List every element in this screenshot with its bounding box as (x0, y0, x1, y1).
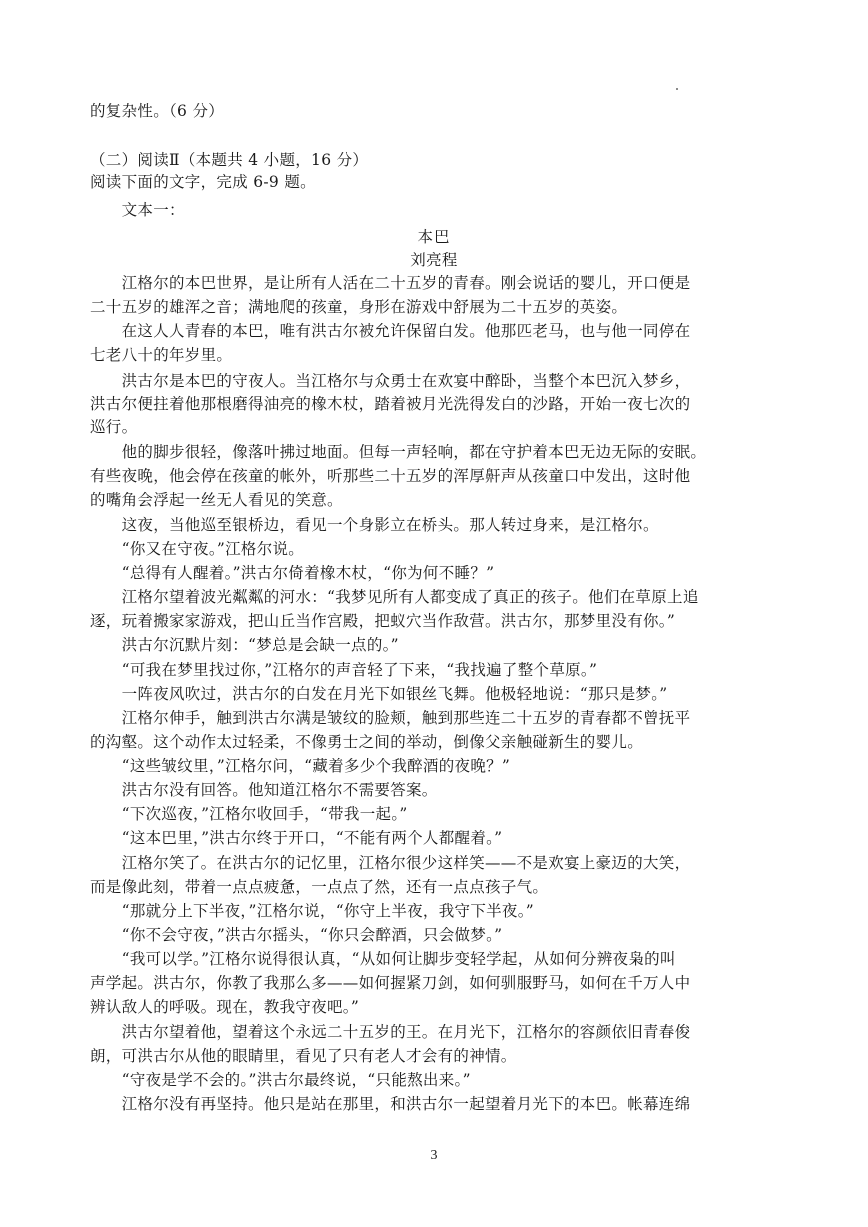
text-line: 洪古尔是本巴的守夜人。当江格尔与众勇士在欢宴中醉卧，当整个本巴沉入梦乡， (90, 372, 691, 390)
text-line: 朗，可洪古尔从他的眼睛里，看见了只有老人才会有的神情。 (90, 1047, 517, 1065)
article-title: 本巴 (417, 228, 451, 246)
text-line: “你又在守夜。”江格尔说。 (90, 540, 305, 558)
text-label: 文本一： (90, 201, 185, 219)
text-line: “可我在梦里找过你，”江格尔的声音轻了下来，“我找遍了整个草原。” (90, 661, 598, 679)
instruction-line: 阅读下面的文字，完成 6-9 题。 (90, 173, 316, 191)
text-line: 辨认敌人的呼吸。现在，教我守夜吧。” (90, 998, 360, 1016)
scan-speck (676, 88, 678, 90)
text-line: 江格尔的本巴世界，是让所有人活在二十五岁的青春。刚会说话的婴儿，开口便是 (90, 274, 691, 292)
text-line: “总得有人醒着。”洪古尔倚着橡木杖，“你为何不睡？” (90, 564, 495, 582)
text-line: 洪古尔便拄着他那根磨得油亮的橡木杖，踏着被月光洗得发白的沙路，开始一夜七次的 (90, 395, 691, 413)
text-line: 江格尔没有再坚持。他只是站在那里，和洪古尔一起望着月光下的本巴。帐幕连绵 (90, 1095, 691, 1113)
text-line: 巡行。 (90, 418, 138, 436)
text-line: 江格尔望着波光粼粼的河水：“我梦见所有人都变成了真正的孩子。他们在草原上追 (90, 588, 699, 606)
text-line: “那就分上下半夜，”江格尔说，“你守上半夜，我守下半夜。” (90, 902, 534, 920)
text-line: 声学起。洪古尔，你教了我那么多——如何握紧刀剑，如何驯服野马，如何在千万人中 (90, 974, 691, 992)
text-line: 洪古尔没有回答。他知道江格尔不需要答案。 (90, 781, 438, 799)
text-line: 的嘴角会浮起一丝无人看见的笑意。 (90, 491, 343, 509)
text-line: 的复杂性。（6 分） (90, 102, 225, 120)
text-line: 江格尔笑了。在洪古尔的记忆里，江格尔很少这样笑——不是欢宴上豪迈的大笑， (90, 854, 691, 872)
text-line: “这本巴里，”洪古尔终于开口，“不能有两个人都醒着。” (90, 829, 503, 847)
text-line: 洪古尔沉默片刻：“梦总是会缺一点的。” (90, 636, 399, 654)
text-line: “这些皱纹里，”江格尔问，“藏着多少个我醉酒的夜晚？” (90, 757, 511, 775)
text-line: 逐，玩着搬家家游戏，把山丘当作宫殿，把蚁穴当作敌营。洪古尔，那梦里没有你。” (90, 612, 676, 630)
text-line: “我可以学。”江格尔说得很认真，“从如何让脚步变轻学起，从如何分辨夜枭的叫 (90, 950, 676, 968)
page-number: 3 (430, 1148, 438, 1163)
text-line: 这夜，当他巡至银桥边，看见一个身影立在桥头。那人转过身来，是江格尔。 (90, 516, 659, 534)
text-line: 而是像此刻，带着一点点疲惫，一点点了然，还有一点点孩子气。 (90, 878, 549, 896)
text-line: “你不会守夜，”洪古尔摇头，“你只会醉酒，只会做梦。” (90, 926, 503, 944)
text-line: “守夜是学不会的。”洪古尔最终说，“只能熬出来。” (90, 1071, 471, 1089)
text-line: 二十五岁的雄浑之音；满地爬的孩童，身形在游戏中舒展为二十五岁的英姿。 (90, 298, 628, 316)
text-line: 有些夜晚，他会停在孩童的帐外，听那些二十五岁的浑厚鼾声从孩童口中发出，这时他 (90, 467, 691, 485)
article-author: 刘亮程 (410, 251, 458, 269)
text-line: 江格尔伸手，触到洪古尔满是皱纹的脸颊，触到那些连二十五岁的青春都不曾抚平 (90, 709, 691, 727)
text-line: “下次巡夜，”江格尔收回手，“带我一起。” (90, 805, 408, 823)
text-line: 在这人人青春的本巴，唯有洪古尔被允许保留白发。他那匹老马，也与他一同停在 (90, 322, 691, 340)
text-line: 七老八十的年岁里。 (90, 346, 233, 364)
section-heading: （二）阅读Ⅱ（本题共 4 小题，16 分） (90, 151, 369, 169)
text-line: 他的脚步很轻，像落叶拂过地面。但每一声轻响，都在守护着本巴无边无际的安眠。 (90, 443, 707, 461)
text-line: 的沟壑。这个动作太过轻柔，不像勇士之间的举动，倒像父亲触碰新生的婴儿。 (90, 733, 644, 751)
text-line: 洪古尔望着他，望着这个永远二十五岁的王。在月光下，江格尔的容颜依旧青春俊 (90, 1023, 691, 1041)
text-line: 一阵夜风吹过，洪古尔的白发在月光下如银丝飞舞。他极轻地说：“那只是梦。” (90, 685, 668, 703)
